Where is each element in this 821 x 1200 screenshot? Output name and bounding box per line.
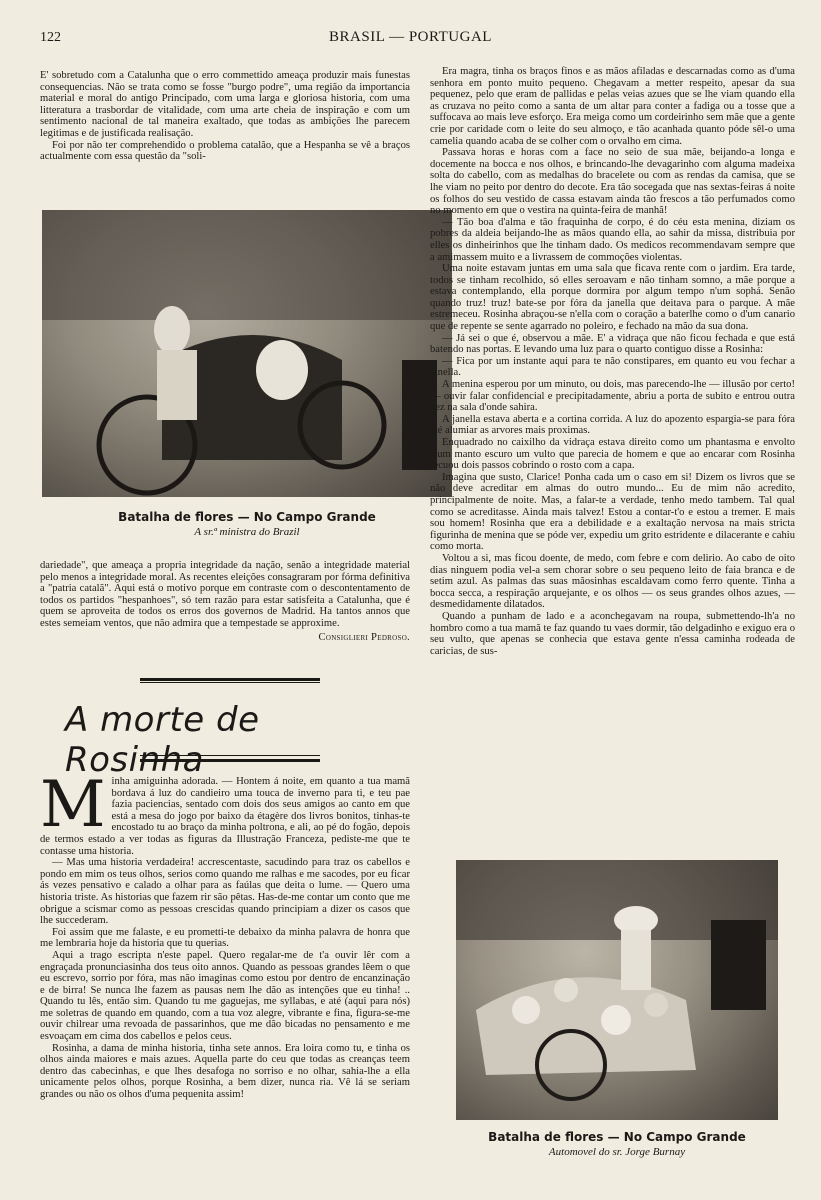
paragraph: Foi assim que me falaste, e eu prometti-te debaixo da minha palavra de honra que me lembraria hoje da historia que tu querias. (40, 926, 410, 950)
left-column-mid (40, 560, 410, 670)
drop-cap: M (40, 776, 106, 842)
photo1-subcaption: A sr.ª ministra do Brazil (194, 526, 300, 538)
paragraph: Rosinha, a dama de minha historia, tinha sete annos. Era loira como tu, e tinha os olhos ainda maiores e mais azues. Aquella parte do ceu que todas as creanças teem dentro das cabecinhas, e que lhes desafoga no sorriso e no olhar, sahia-lhe a ella unicamente pelos olhos, porque Rosinha, a bem dizer, nunca ria. Vê lá se seriam grandes ou não os olhos d'uma pequenita assim! (40, 1042, 410, 1101)
story-opening-paragraph: Minha amiguinha adorada. — Hontem á noite, em quanto a tua mamã bordava á luz do candieiro uma touca de inverno para ti, e teu pae fazia paciencias, sentado com dois dos seus amigos ao canto em que está a mesa do jogo por baixo da étagère dos livros bonitos, tinhas-te encostado tu ao braço da minha poltrona, e ali, ao pé do fogão, depois de termos estado a ver todas as figuras da Illustração Franceza, pediste-me que te contasse uma historia. (40, 776, 410, 857)
carriage-illustration (42, 210, 452, 497)
paragraph: — Tão boa d'alma e tão fraquinha de corpo, é do céu esta menina, diziam os pobres da aldeia beijando-lhe as mãos quando ella, ao sahir da missa, distribuia por elles os dinheirinhos que lhe tinham dado. Os medicos recommendavam sempre que a amimassem muito e a livrassem de commoções violentas. (430, 216, 795, 263)
paragraph: A menina esperou por um minuto, ou dois, mas parecendo-lhe — illusão por certo! — ouvir falar confidencial e precipitadamente, abriu a porta de subito e entrou outra vez na sala d'onde sahira. (430, 379, 795, 414)
title-rule-top (140, 678, 320, 681)
photo2-subcaption: Automovel do sr. Jorge Burnay (548, 1146, 686, 1158)
left-column-top (40, 70, 410, 200)
title-rule-bottom (140, 755, 320, 756)
paragraph: Voltou a si, mas ficou doente, de medo, com febre e com delirio. Ao cabo de oito dias ninguem podia vel-a sem chorar sobre o seu pequeno leito de faia branca e de setim azul. As palmas das suas mãosinhas escaldavam como ferro quente. Tinha a bocca secca, a respiração arquejante, e os olhos — os seus grandes olhos azues, — desmedidamente dilatados. (430, 552, 795, 611)
paragraph: Quando a punham de lado e a aconchegavam na roupa, submettendo-lh'a no hombro como a tua mamã te faz quando tu vaes dormir, tão delgadinho e exiguo era o seu vulto, que apenas se conhecia que estava gente n'essa caminha rodeada de caricias, de sus- (430, 610, 795, 657)
right-column (430, 66, 795, 846)
title-rule-bottom-thick (140, 759, 320, 762)
paragraph: Passava horas e horas com a face no seio de sua mãe, beijando-a longa e docemente na bocca e nos olhos, e brincando-lhe devagarinho com alguma madeixa solta do cabello, com as medalhas do bracelete ou com as rendas da camisa, que se lhe viam no peito por dentro do decote. Era tão socegada que nas sextas-feiras á noite os folhos do seu vestido de cassa estavam ainda tão frescos a tão perfumados como no momento em que o vestira na quinta-feira de manhã! (430, 147, 795, 217)
paragraph: Foi por não ter comprehendido o problema catalão, que a Hespanha se vê a braços actualmente com essa questão da "soli- (40, 139, 410, 163)
photo-carriage-minister (42, 210, 452, 497)
paragraph: dariedade", que ameaça a propria integridade da nação, senão a integridade material pelo menos a integridade moral. As recentes eleições consagraram por fórma definitiva a "patria catalã". Aqui está o motivo porque em contraste com o descontentamento de todos os partidos "hespanhoes", só tem razão para estar satisfeita a Catalunha, que é quem se aproveita de todos os erros dos governos de Madrid. Ha tantos annos que estes semeiam ventos, que não admira que a tempestade se approxime. (40, 560, 410, 629)
page-number: 122 (40, 30, 61, 45)
paragraph: Uma noite estavam juntas em uma sala que ficava rente com o jardim. Era tarde, todos se tinham recolhido, só elles seroavam e não tinham somno, a mãe porque a estava contemplando, ella porque dormira por algum tempo n'um sophá. Senão quando truz! truz! bate-se por fóra da janella que deitava para o parque. A mãe estremeceu. Rosinha abraçou-se n'ella com o coração a baterlhe como o d'um canario que de repente se sente agarrado no poleiro, e fechado na mão da sua dona. (430, 263, 795, 333)
paragraph: — Mas uma historia verdadeira! accrescentaste, sacudindo para traz os cabellos e pondo em mim os teus olhos, serios como quando me ralhas e me sacodes, por eu ficar ás vezes pensativo e calado a olhar para as faúlas que deita o lume. — Quero uma historia triste. As historias que fazem rir são pêtas. Has-de-me contar um conto que me obrigue a scismar como as pessoas crescidas quando principiam a dizer os casos que lhe succederam. (40, 857, 410, 927)
paragraph: Aqui a trago escripta n'este papel. Quero regalar-me de t'a ouvir lêr com a engraçada pronunciasinha dos teus oito annos. Quando as pessoas grandes lêem o que eu escrevo, sorrio por fóra, mas não imaginas como estou por dentro de encanzinação e de birra! Se nunca lhe fazem as pausas nem lhe dão as intenções que eu tinha! .. Quando tu lês, então sim. Quando tu me gaguejas, me syllabas, e até (aqui para nós) me soletras de quando em quando, com a tua voz alegre, vibrante e fina, figura-se-me ouvir chilrear uma revoada de passarinhos, que me dão bicadas no pensamento e me esvoaçam em cima dos cabellos e pelos ceus. (40, 949, 410, 1043)
photo-flower-automobile (456, 860, 778, 1120)
photo2-caption: Batalha de flores — No Campo Grande (488, 1130, 746, 1144)
paragraph: E' sobretudo com a Catalunha que o erro commettido ameaça produzir mais funestas consequencias. Não se trata como se fosse "burgo podre", uma região da importancia material e moral do antigo Principado, com uma larga e gloriosa historia, com uma litteratura a trasbordar de vitalidade, com uma arte cheia de inspiração e com um sentimento nacional de tal maneira exaltado, que todas as ambições lhe parecem legitimas e de justificada realisação. (40, 70, 410, 139)
title-rule-top-thin (140, 682, 320, 683)
paragraph: Enquadrado no caixilho da vidraça estava direito como um phantasma e envolto n'um manto escuro um vulto que parecia de homem e que ao encarar com Rosinha recuou dois passos cobrindo o rosto com a capa. (430, 437, 795, 472)
running-title: BRASIL — PORTUGAL (329, 29, 492, 45)
photo1-caption: Batalha de flores — No Campo Grande (118, 510, 376, 524)
paragraph: A janella estava aberta e a cortina corrida. A luz do apozento espargia-se para fóra até alumiar as arvores mais proximas. (430, 413, 795, 437)
author-signature: Consiglieri Pedroso. (318, 631, 410, 643)
story-title: A morte de Rosinha (65, 700, 260, 780)
paragraph: — Fica por um instante aqui para te não constipares, em quanto eu vou fechar a janella. (430, 355, 795, 379)
automobile-illustration (456, 860, 778, 1120)
paragraph: Imagina que susto, Clarice! Ponha cada um o caso em si! Dizem os livros que se não deve acreditar em almas do outro mundo... Eu de mim não acredito, principalmente de noite. Mas, a falar-te a verdade, tenho medo tambem. Tal qual como se acreditasse. Ainda mais talvez! Estou a contar-t'o e estou a tremer. E mais sou homem! Rosinha que era a debilidade e a exaltação nervosa na mais stricta figurinha de menina que se póde ver, expediu um grito estridente e dilacerante e cahiu como morta. (430, 471, 795, 553)
paragraph: Era magra, tinha os braços finos e as mãos afiladas e descarnadas como as d'uma senhora em ponto muito pequeno. Chegavam a metter respeito, apesar da sua pequenez, pelo que eram de pallidas e pelas veias azues que se lhe viam quando ella as cruzava no peito como a santa de um altar para conter a fadiga ou a tosse que a suffocava ao mais leve esforço. Era meiga como um cordeirinho sem mãe que a gente crie por caridade com o leite do seu almoço, e tão acanhada quanto póde sêl-o uma camelia quando acaba de se colher com o orvalho em cima. (430, 66, 795, 147)
story-body (40, 776, 410, 1166)
paragraph: — Já sei o que é, observou a mãe. E' a vidraça que não ficou fechada e que está batendo nas portas. E levando uma luz para o quarto contiguo disse a Rosinha: (430, 332, 795, 356)
